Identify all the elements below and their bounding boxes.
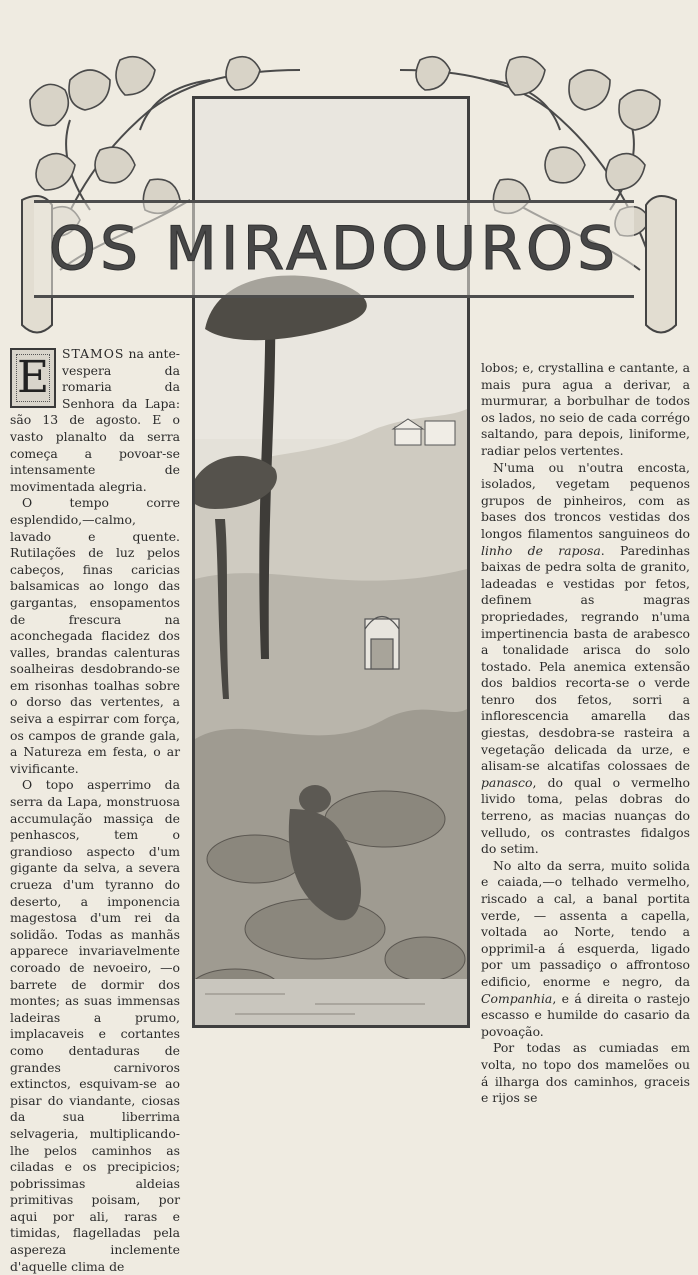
paragraph: O topo asperrimo da serra da Lapa, monstruosa accumulação massiça de penhascos, tem o grandioso aspecto d'um gigante da selva, a severa crueza d'um tyranno do deserto, a imponencia magestosa d'um rei da solidão. Todas as manhãs apparece invariavelmente coroado de nevoeiro, —o barrete de dormir dos montes; as suas immensas ladeiras a prumo, implacaveis e cortantes como dentaduras de grandes carnivoros extinctos, esquivam-se ao pisar do viandante, ciosas da sua liberrima selvageria, multiplicando-lhe pelos caminhos as ciladas e os precipicios; pobrissimas aldeias primitivas poisam, por aqui por ali, raras e timidas, flagelladas pela aspereza inclemente d'aquelle clima de bbox=[10, 777, 180, 1274]
paragraph-text: No alto da serra, muito solida e caiada,—o telhado vermelho, riscado a cal, a banal portita verde, — assenta a capella, voltada ao Norte, tendo a opprimil-a á esquerda, ligado por um passadiço o affrontoso edificio, enorme e negro, da bbox=[481, 857, 690, 989]
paragraph bbox=[481, 858, 690, 1041]
article-title: OS MIRADOUROS bbox=[48, 214, 620, 284]
drop-cap: E bbox=[10, 348, 56, 408]
paragraph-text: , e á direita o rastejo escasso e humilde do casario da povoação. bbox=[481, 990, 690, 1039]
title-banner bbox=[34, 200, 634, 298]
paragraph-text: . Paredinhas baixas de pedra solta de granito, ladeadas e vestidas por fetos, definem as magras propriedades, regrando n'uma impertinencia basta de arabesco a tonalidade arisca do solo tostado. Pela anemica extensão dos baldios recorta-se o verde tenro dos fetos, sorri a inflorescencia amarella das giestas, desdobra-se rasteira a vegetação delicada da urze, e alisam-se alcatifas colossaes de bbox=[481, 542, 691, 774]
first-word: STAMOS bbox=[62, 346, 125, 361]
italic-term: linho de raposa bbox=[481, 542, 601, 558]
paragraph: O tempo corre esplendido,—calmo, lavado e quente. Rutilações de luz pelos cabeços, finas caricias balsamicas ao longo das gargantas, ensopamentos de frescura na aconchegada flacidez dos valles, brandas calenturas soalheiras desdobrando-se em risonhas toalhas sobre o dorso das vertentes, a seiva a espirrar com força, os campos de grande gala, a Natureza em festa, o ar vivificante. bbox=[10, 495, 180, 776]
paragraph: lobos; e, crystallina e cantante, a mais pura agua a derivar, a murmurar, a borbulhar de todos os lados, no seio de cada corrégo saltando, para depois, liniforme, radiar pelos vertentes. bbox=[481, 360, 690, 458]
right-text-column bbox=[481, 360, 690, 1107]
paragraph bbox=[10, 346, 180, 495]
paragraph-text: N'uma ou n'outra encosta, isolados, vegetam pequenos grupos de pinheiros, com as bases dos troncos vestidas dos longos filamentos sanguineos do bbox=[481, 459, 690, 541]
left-text-column bbox=[10, 346, 180, 1275]
italic-term: Companhia bbox=[481, 990, 553, 1006]
paragraph bbox=[481, 460, 690, 858]
paragraph-text: na ante-vespera da romaria da Senhora da Lapa: são 13 de agosto. E o vasto planalto da serra começa a povoar-se intensamente de movimentada alegria. bbox=[10, 346, 180, 494]
italic-term: panasco bbox=[481, 774, 533, 790]
paragraph-text: , do qual o vermelho livido toma, pelas dobras do terreno, as macias nuanças do velludo, os contrastes fidalgos do setim. bbox=[481, 774, 690, 857]
paragraph: Por todas as cumiadas em volta, no topo dos mamelões ou á ilharga dos caminhos, graceis e rijos se bbox=[481, 1040, 690, 1106]
